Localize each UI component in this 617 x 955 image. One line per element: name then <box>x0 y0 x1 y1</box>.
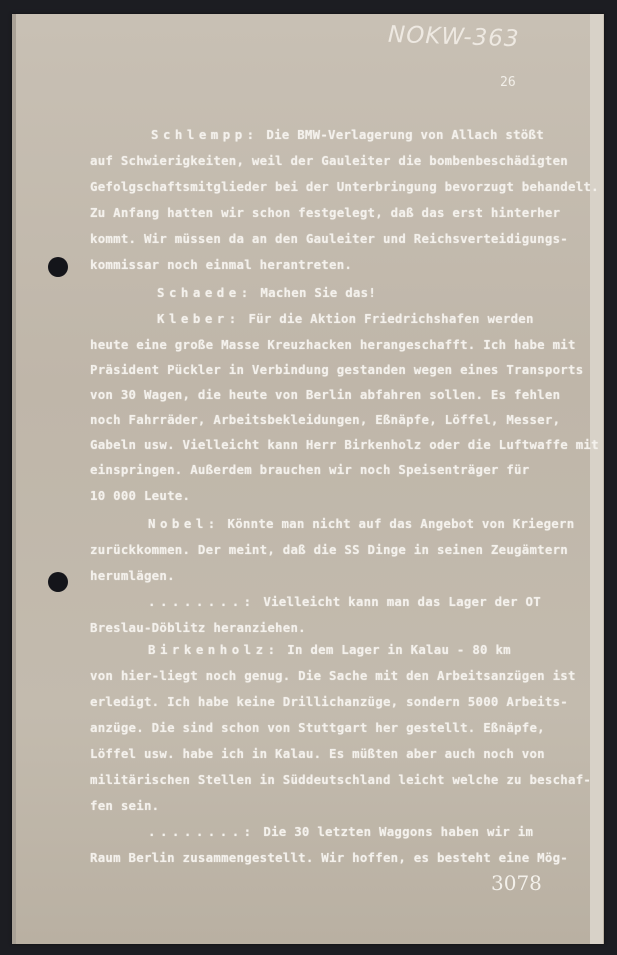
text-line: Breslau-Döblitz heranziehen. <box>90 620 306 635</box>
speaker-line <box>157 285 376 301</box>
text-line: anzüge. Die sind schon von Stuttgart her gestellt. Eßnäpfe, <box>90 720 545 735</box>
speaker-name: Schaede: <box>157 285 253 300</box>
text-line: Für die Aktion Friedrichshafen werden <box>248 311 534 326</box>
text-line: auf Schwierigkeiten, weil der Gauleiter die bombenbeschädigten <box>90 153 569 168</box>
text-line: Machen Sie das! <box>260 285 377 300</box>
text-line: In dem Lager in Kalau - 80 km <box>287 642 511 657</box>
text-line: erledigt. Ich habe keine Drillichanzüge, sondern 5000 Arbeits- <box>90 694 569 709</box>
text-line: noch Fahrräder, Arbeitsbekleidungen, Eßnäpfe, Löffel, Messer, <box>90 412 561 427</box>
speaker-name: Nobel: <box>148 516 220 531</box>
punch-hole-top <box>48 257 68 277</box>
text-line: Löffel usw. habe ich in Kalau. Es müßten aber auch noch von <box>90 746 545 761</box>
text-line: fen sein. <box>90 798 160 813</box>
text-line: kommissar noch einmal herantreten. <box>90 257 353 272</box>
speaker-line <box>148 516 574 532</box>
text-line: Zu Anfang hatten wir schon festgelegt, daß das erst hinterher <box>90 205 561 220</box>
page-number: 26 <box>500 75 516 90</box>
text-line: einspringen. Außerdem brauchen wir noch Speisenträger für <box>90 462 530 477</box>
sheet-right-edge <box>590 14 603 944</box>
speaker-name: Birkenholz: <box>148 642 280 657</box>
text-line: Die 30 letzten Waggons haben wir im <box>263 824 534 839</box>
archive-stamp-number: 3078 <box>491 871 542 895</box>
speaker-name: Schlempp: <box>151 127 259 142</box>
speaker-line <box>151 127 544 143</box>
text-line: Die BMW-Verlagerung von Allach stößt <box>266 127 544 142</box>
text-line: Könnte man nicht auf das Angebot von Kriegern <box>227 516 575 531</box>
text-line: herumlägen. <box>90 568 175 583</box>
text-line: 10 000 Leute. <box>90 488 191 503</box>
speaker-line <box>148 594 541 610</box>
text-line: zurückkommen. Der meint, daß die SS Dinge in seinen Zeugämtern <box>90 542 569 557</box>
speaker-name: ........: <box>148 824 256 839</box>
text-line: heute eine große Masse Kreuzhacken herangeschafft. Ich habe mit <box>90 337 576 352</box>
text-line: von 30 Wagen, die heute von Berlin abfahren sollen. Es fehlen <box>90 387 561 402</box>
text-line: kommt. Wir müssen da an den Gauleiter und Reichsverteidigungs- <box>90 231 569 246</box>
text-line: von hier-liegt noch genug. Die Sache mit den Arbeitsanzügen ist <box>90 668 576 683</box>
sheet-left-edge <box>12 14 16 944</box>
speaker-line <box>157 311 534 327</box>
speaker-name: Kleber: <box>157 311 241 326</box>
text-line: Präsident Pückler in Verbindung gestanden wegen eines Transports <box>90 362 584 377</box>
speaker-name: ........: <box>148 594 256 609</box>
text-line: Vielleicht kann man das Lager der OT <box>263 594 541 609</box>
speaker-line <box>148 642 511 658</box>
text-line: Gabeln usw. Vielleicht kann Herr Birkenholz oder die Luftwaffe mit <box>90 437 599 452</box>
text-line: Gefolgschaftsmitglieder bei der Unterbringung bevorzugt behandelt. <box>90 179 599 194</box>
speaker-line <box>148 824 533 840</box>
handwritten-reference: NOKW-363 <box>387 21 520 53</box>
text-line: militärischen Stellen in Süddeutschland leicht welche zu beschaf- <box>90 772 592 787</box>
punch-hole-bottom <box>48 572 68 592</box>
text-line: Raum Berlin zusammengestellt. Wir hoffen, es besteht eine Mög- <box>90 850 569 865</box>
